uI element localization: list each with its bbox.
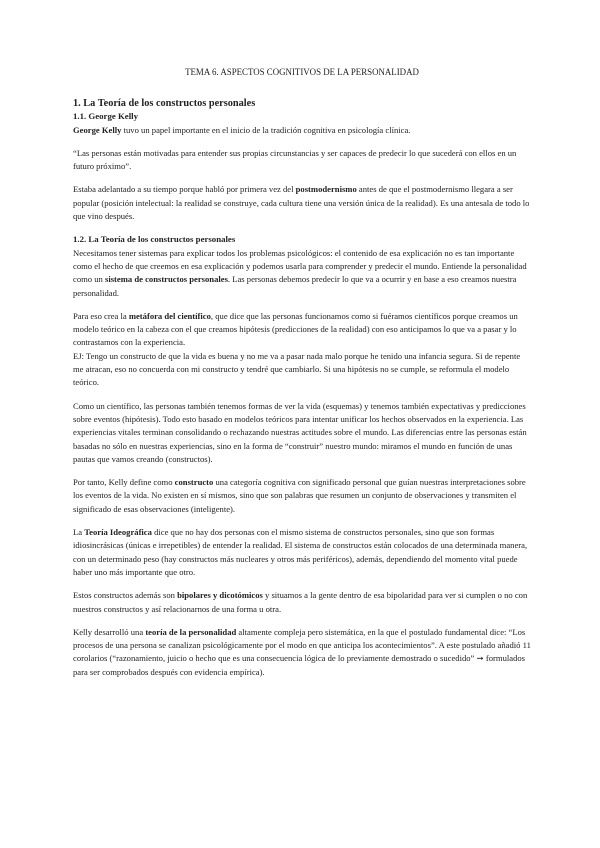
bold-term: metáfora del científico bbox=[128, 310, 211, 321]
bold-term: George Kelly bbox=[73, 124, 122, 135]
document-page bbox=[73, 66, 531, 679]
paragraph-ideographic-theory: La Teoría Ideográfica dice que no hay dos personas con el mismo sistema de constructos personales, sino que son formas idiosincrásicas (únicas e irrepetibles) de entender la realidad. El sistema de constructos están colocados de una determinada manera, con un determinado peso (hay constructos más nucleares y otros más periféricos), además, dependiendo del momento vital puede haber uno más importante que otro. bbox=[73, 527, 528, 577]
paragraph-quote: “Las personas están motivadas para entender sus propias circunstancias y ser capaces de predecir lo que sucederá con ellos en un futuro próximo”. bbox=[73, 147, 517, 172]
bold-term: bipolares y dicotómicos bbox=[177, 590, 263, 601]
bold-term: constructo bbox=[174, 477, 214, 488]
paragraph-scientist-schemas: Como un científico, las personas también tenemos formas de ver la vida (esquemas) y tenemos también expectativas y predicciones sobre eventos (hipótesis). Todo esto basado en modelos teóricos para intentar unificar los hechos observados en la experiencia. Las experiencias vitales terminan consolidando o rechazando nuestras actitudes sobre el mundo. Las diferencias entre las personas están basadas no sólo en nuestras experiencias, sino en la forma de “construir” nuestro mundo: miramos el mundo en función de unas pautas que vamos creando (constructos). bbox=[73, 400, 527, 464]
paragraph-constructo-definition: Por tanto, Kelly define como constructo una categoría cognitiva con significado personal que guían nuestras interpretaciones sobre los eventos de la vida. No existen en sí mismos, sino que son palabras que resumen un conjunto de observaciones y transmiten el significado de esas observaciones (inteligente). bbox=[73, 477, 526, 514]
bold-term: teoría de la personalidad bbox=[145, 626, 237, 637]
subsection-1-1-heading: 1.1. George Kelly bbox=[73, 111, 138, 122]
document-title: TEMA 6. ASPECTOS COGNITIVOS DE LA PERSONALIDAD bbox=[185, 67, 419, 77]
paragraph-systems: Necesitamos tener sistemas para explicar todos los problemas psicológicos: el contenido de esa explicación no es tan importante como el hecho de que creemos en esa explicación y podemos usarla para comprender y predecir el mundo. Entiende la personalidad como un sistema de constructos personales. Las personas debemos predecir lo que va a ocurrir y en base a eso creamos nuestra personalidad. bbox=[73, 247, 527, 298]
paragraph-example: EJ: Tengo un constructo de que la vida es buena y no me va a pasar nada malo porque he tenido una infancia segura. Si de repente me atracan, eso no concuerda con mi constructo y tendré que cambiarlo. Si una hipótesis no se cumple, se reformula el modelo teórico. bbox=[73, 350, 521, 388]
paragraph-kelly-intro: George Kelly tuvo un papel importante en el inicio de la tradición cognitiva en psicología clínica. bbox=[73, 124, 411, 135]
paragraph-personality-theory: Kelly desarrolló una teoría de la personalidad altamente compleja pero sistemática, en la que el postulado fundamental dice: “Los procesos de una persona se canalizan psicológicamente por el modo en que anticipa los acontecimientos”. A este postulado añadió 11 corolarios (“razonamiento, juicio o hecho que es una consecuencia lógica de lo previamente demostrado o sucedido” ➞ formulados para ser comprobados después con evidencia empírica). bbox=[73, 626, 531, 677]
paragraph-postmodernism: Estaba adelantado a su tiempo porque habló por primera vez del postmodernismo antes de que el postmodernismo llegara a ser popular (posición intelectual: la realidad se construye, cada cultura tiene una versión única de la realidad). Es una antesala de todo lo que vino después. bbox=[73, 184, 530, 222]
section-1-heading: 1. La Teoría de los constructos personales bbox=[73, 98, 256, 110]
bold-term: Teoría Ideográfica bbox=[84, 527, 152, 538]
bold-term: sistema de constructos personales bbox=[104, 274, 228, 285]
subsection-1-2-heading: 1.2. La Teoría de los constructos personales bbox=[73, 234, 236, 245]
paragraph-bipolar: Estos constructos además son bipolares y dicotómicos y situamos a la gente dentro de esa bipolaridad para ver si cumplen o no con nuestros constructos y así relacionarnos de una forma u otra. bbox=[73, 590, 528, 614]
bold-term: postmodernismo bbox=[295, 184, 357, 195]
paragraph-scientist-metaphor: Para eso crea la metáfora del científico, que dice que las personas funcionamos como si fuéramos científicos porque creamos un modelo teórico en la cabeza con el que creamos hipótesis (predicciones de la realidad) con eso anticipamos lo que va a pasar y lo contrastamos con la experiencia. bbox=[73, 310, 518, 348]
